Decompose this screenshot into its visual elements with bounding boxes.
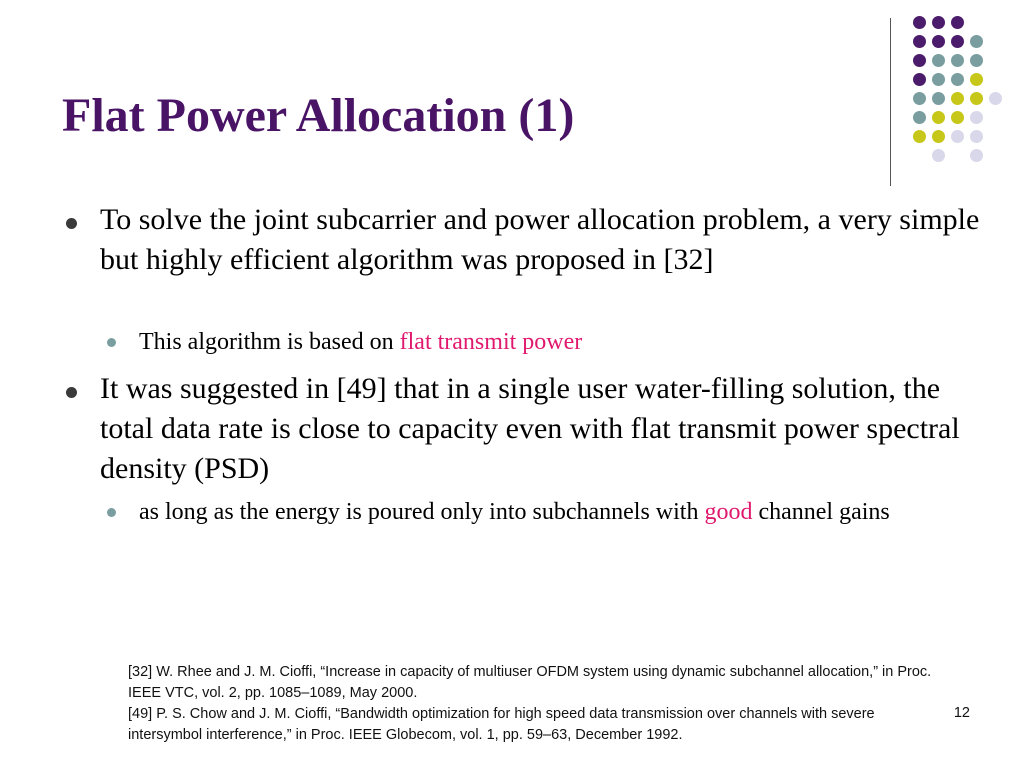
dot — [970, 149, 983, 162]
dot — [932, 54, 945, 67]
dot — [913, 16, 926, 29]
reference-32: [32] W. Rhee and J. M. Cioffi, “Increase in capacity of multiuser OFDM system using dynamic subchannel allocation,” in Proc. IEEE VTC, vol. 2, pp. 1085–1089, May 2000. — [128, 664, 932, 701]
sub-bullet-1-highlight: flat transmit power — [399, 329, 583, 355]
dot — [913, 35, 926, 48]
dot — [932, 111, 945, 124]
sub-bullet-2-suffix: channel gains — [752, 499, 890, 525]
slide-title: Flat Power Allocation (1) — [62, 89, 575, 142]
dot — [932, 35, 945, 48]
page-number: 12 — [953, 705, 970, 721]
dot — [951, 130, 964, 143]
dot — [932, 73, 945, 86]
sub-bullet-marker — [107, 338, 116, 347]
dot — [951, 111, 964, 124]
dot — [970, 92, 983, 105]
bullet-1-text: To solve the joint subcarrier and power allocation problem, a very simple but highly efficient algorithm was proposed in [32] — [100, 203, 980, 276]
bullet-marker — [66, 218, 77, 229]
dot — [951, 16, 964, 29]
sub-bullet-2-highlight: good — [704, 499, 753, 525]
dot — [951, 35, 964, 48]
dot — [951, 54, 964, 67]
dot — [970, 73, 983, 86]
dot — [913, 73, 926, 86]
dot — [932, 149, 945, 162]
sub-bullet-marker — [107, 508, 116, 517]
dot — [932, 92, 945, 105]
sub-bullet-1 — [139, 326, 959, 359]
dot — [970, 35, 983, 48]
dot — [970, 54, 983, 67]
sub-bullet-2-text: as long as the energy is poured only into subchannels with — [139, 499, 705, 525]
dot — [970, 111, 983, 124]
dot — [913, 111, 926, 124]
dot — [932, 130, 945, 143]
dot — [913, 130, 926, 143]
sub-bullet-2 — [139, 496, 959, 529]
bullet-2-text: It was suggested in [49] that in a single user water-filling solution, the total data rate is close to capacity even with flat transmit power spectral density (PSD) — [100, 372, 960, 485]
dot — [989, 92, 1002, 105]
sub-bullet-1-text: This algorithm is based on — [139, 329, 400, 355]
bullet-marker — [66, 387, 77, 398]
vertical-divider — [890, 18, 891, 186]
reference-49: [49] P. S. Chow and J. M. Cioffi, “Bandwidth optimization for high speed data transmission over channels with severe intersymbol interference,” in Proc. IEEE Globecom, vol. 1, pp. 59–63, December 1992. — [128, 706, 875, 743]
references — [128, 662, 938, 746]
dot — [932, 16, 945, 29]
dot — [951, 92, 964, 105]
dot — [951, 73, 964, 86]
dot — [913, 54, 926, 67]
dot — [970, 130, 983, 143]
dot — [913, 92, 926, 105]
